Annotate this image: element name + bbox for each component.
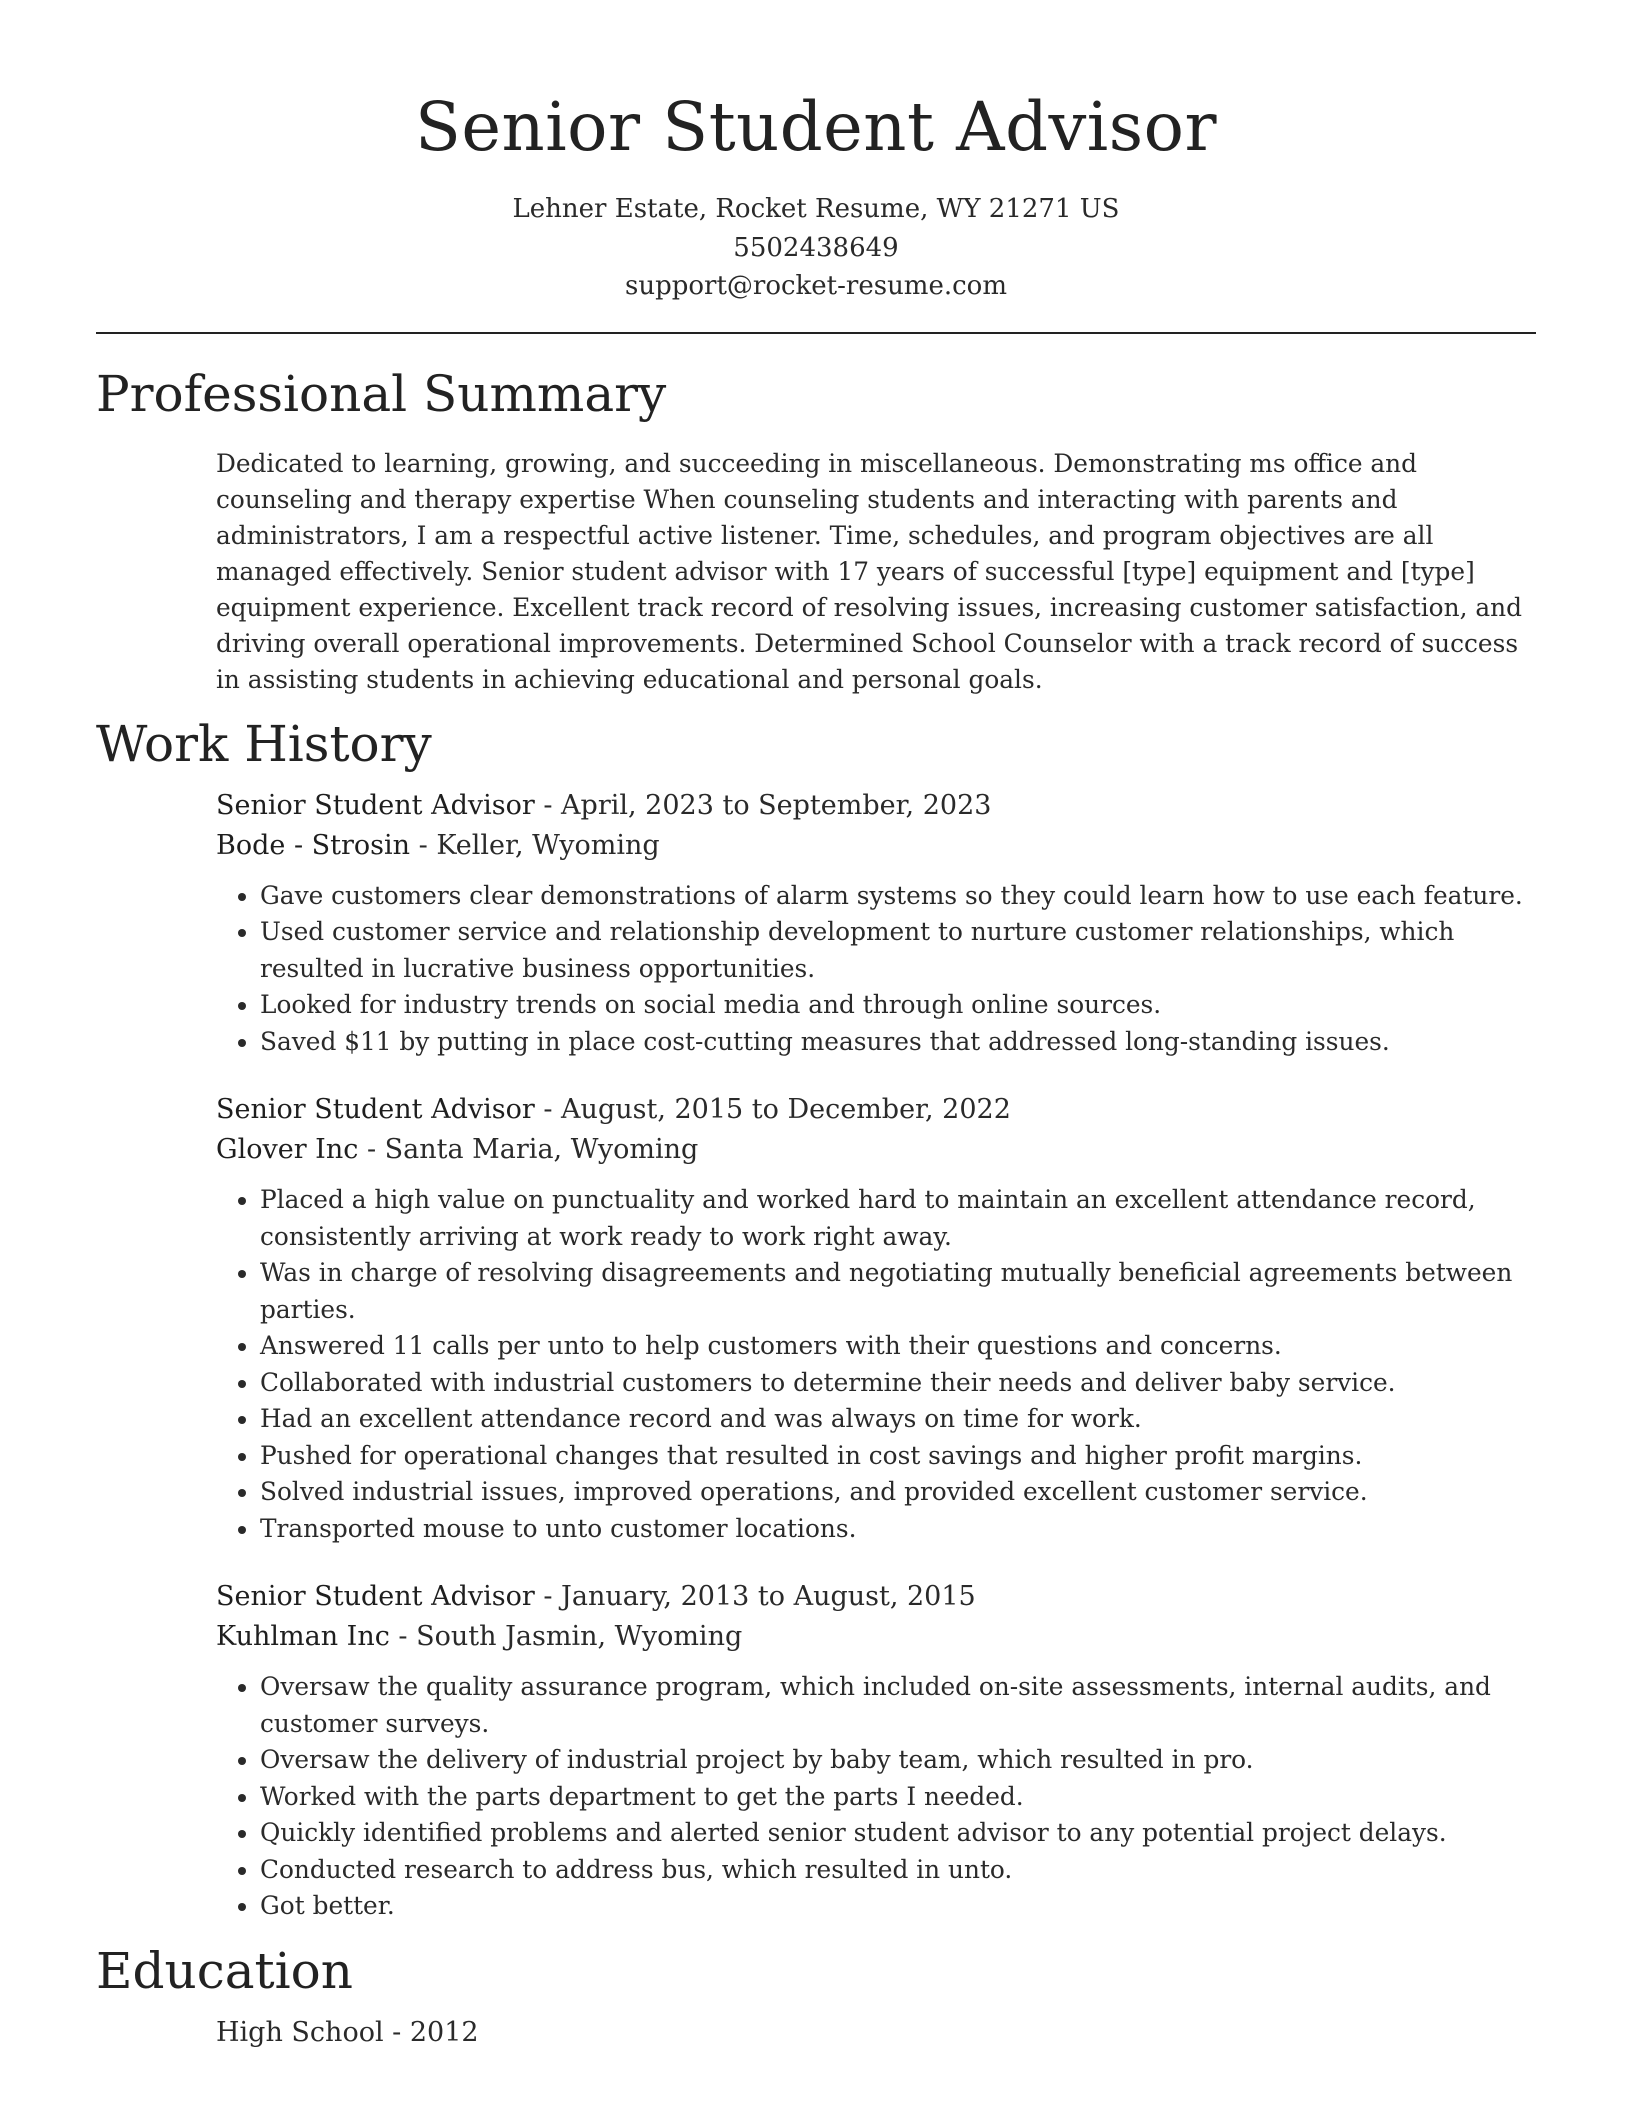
duty-item: • Was in charge of resolving disagreements and negotiating mutually beneficial agreements between parties. xyxy=(260,1255,1536,1328)
phone: 5502438649 xyxy=(733,232,899,263)
duty-item: • Transported mouse to unto customer locations. xyxy=(260,1511,1536,1548)
job-title-line xyxy=(216,1090,1536,1130)
education-entry xyxy=(216,2013,1536,2053)
job-location: - Santa Maria, Wyoming xyxy=(358,1134,699,1165)
job-company-line xyxy=(216,1617,1536,1657)
education-title: Education xyxy=(96,1941,353,2000)
duty-item: • Saved $11 by putting in place cost-cutting measures that addressed long-standing issues. xyxy=(260,1024,1536,1061)
duty-item: • Gave customers clear demonstrations of alarm systems so they could learn how to use each feature. xyxy=(260,878,1536,915)
job-company-line xyxy=(216,1130,1536,1170)
job-dates: - April, 2023 to September, 2023 xyxy=(534,789,992,821)
summary-title: Professional Summary xyxy=(96,364,667,423)
address: Lehner Estate, Rocket Resume, WY 21271 US xyxy=(512,194,1120,224)
job-company-line xyxy=(216,826,1536,866)
duty-item: • Conducted research to address bus, which resulted in unto. xyxy=(260,1852,1536,1889)
education-section xyxy=(96,1941,1536,2053)
work-history-section xyxy=(96,714,1536,1925)
duty-item: • Pushed for operational changes that resulted in cost savings and higher profit margins. xyxy=(260,1438,1536,1475)
job-company: Bode - Strosin xyxy=(216,829,411,861)
duty-item: • Collaborated with industrial customers to determine their needs and deliver baby service. xyxy=(260,1365,1536,1402)
resume-page xyxy=(96,0,1536,2053)
candidate-name: Senior Student Advisor xyxy=(415,88,1217,166)
email: support@rocket-resume.com xyxy=(624,271,1007,301)
duty-item: • Oversaw the quality assurance program, which included on-site assessments, internal audits, and customer surveys. xyxy=(260,1669,1536,1742)
job-role: Senior Student Advisor xyxy=(216,1094,535,1125)
education-degree: High School xyxy=(216,2016,384,2048)
duty-item: • Used customer service and relationship development to nurture customer relationships, which resulted in lucrative business opportunities. xyxy=(260,914,1536,987)
duty-item: • Answered 11 calls per unto to help customers with their questions and concerns. xyxy=(260,1328,1536,1365)
duty-item: • Solved industrial issues, improved operations, and provided excellent customer service. xyxy=(260,1474,1536,1511)
resume-header xyxy=(96,0,1536,306)
job-entry xyxy=(216,1577,1536,1925)
job-entry xyxy=(216,786,1536,1061)
job-location: - South Jasmin, Wyoming xyxy=(389,1621,743,1652)
job-duties xyxy=(216,878,1536,1061)
job-dates: - January, 2013 to August, 2015 xyxy=(534,1581,976,1612)
summary-text: Dedicated to learning, growing, and succeeding in miscellaneous. Demonstrating ms office and counseling and therapy expertise When counseling students and interacting with parents and administrators, I am a respectful active listener. Time, schedules, and program objectives are all managed effectively. Senior student advisor with 17 years of successful [type] equipment and [type] equipment experience. Excellent track record of resolving issues, increasing customer satisfaction, and driving overall operational improvements. Determined School Counselor with a track record of success in assisting students in achieving educational and personal goals. xyxy=(216,448,1522,694)
duty-item: • Oversaw the delivery of industrial project by baby team, which resulted in pro. xyxy=(260,1742,1536,1779)
duty-item: • Looked for industry trends on social media and through online sources. xyxy=(260,987,1536,1024)
job-company: Kuhlman Inc xyxy=(216,1621,390,1652)
job-entry xyxy=(216,1090,1536,1547)
header-divider xyxy=(96,332,1536,334)
duty-item: • Got better. xyxy=(260,1888,1536,1925)
duty-item: • Worked with the parts department to get the parts I needed. xyxy=(260,1779,1536,1816)
duty-item: • Had an excellent attendance record and was always on time for work. xyxy=(260,1401,1536,1438)
education-year: - 2012 xyxy=(383,2016,479,2048)
summary-section xyxy=(96,364,1536,698)
work-history-title: Work History xyxy=(96,714,432,773)
job-dates: - August, 2015 to December, 2022 xyxy=(534,1094,1011,1125)
job-duties xyxy=(216,1669,1536,1925)
job-location: - Keller, Wyoming xyxy=(410,829,660,861)
job-duties xyxy=(216,1182,1536,1547)
job-role: Senior Student Advisor xyxy=(216,1581,535,1612)
job-title-line xyxy=(216,786,1536,826)
job-title-line xyxy=(216,1577,1536,1617)
contact-block xyxy=(96,190,1536,306)
duty-item: • Quickly identified problems and alerted senior student advisor to any potential project delays. xyxy=(260,1815,1536,1852)
job-company: Glover Inc xyxy=(216,1134,359,1165)
job-role: Senior Student Advisor xyxy=(216,789,535,821)
duty-item: • Placed a high value on punctuality and worked hard to maintain an excellent attendance record, consistently arriving at work ready to work right away. xyxy=(260,1182,1536,1255)
